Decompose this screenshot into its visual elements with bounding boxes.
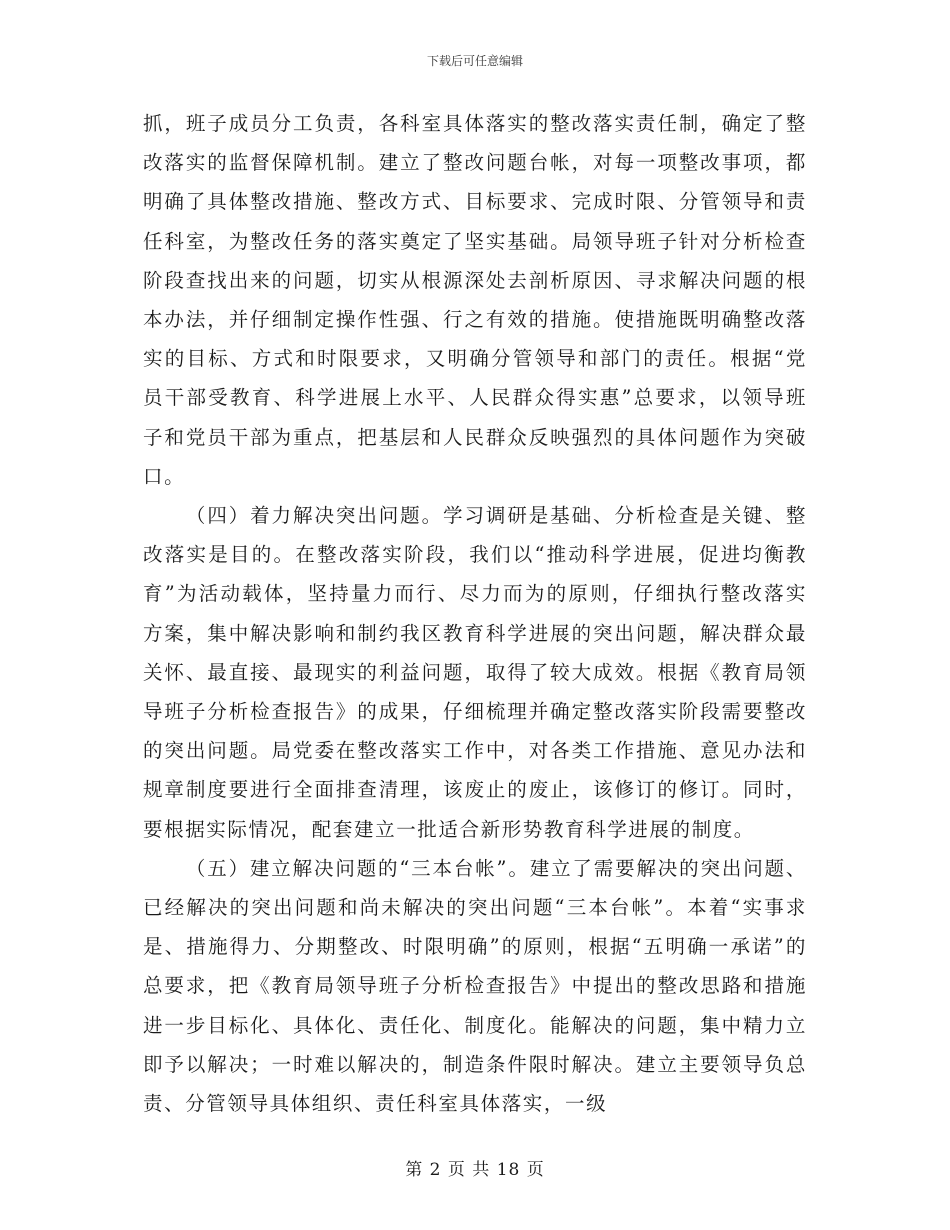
paragraph-section-five: （五）建立解决问题的“三本台帐”。建立了需要解决的突出问题、已经解决的突出问题和尚未解决的突出问题“三本台帐”。本着“实事求是、措施得力、分期整改、时限明确”的原则，根据“五明确一承诺”的总要求，把《教育局领导班子分析检查报告》中提出的整改思路和措施进一步目标化、具体化、责任化、制度化。能解决的问题，集中精力立即予以解决；一时难以解决的，制造条件限时解决。建立主要领导负总责、分管领导具体组织、责任科室具体落实，一级 (143, 856, 807, 1116)
page-number-footer: 第 2 页 共 18 页 (405, 1160, 545, 1180)
page-header: 下载后可任意编辑 (426, 54, 523, 68)
paragraph-continuation: 抓，班子成员分工负责，各科室具体落实的整改落实责任制，确定了整改落实的监督保障机制。建立了整改问题台帐，对每一项整改事项，都明确了具体整改措施、整改方式、目标要求、完成时限、分管领导和责任科室，为整改任务的落实奠定了坚实基础。局领导班子针对分析检查阶段查找出来的问题，切实从根源深处去剖析原因、寻求解决问题的根本办法，并仔细制定操作性强、行之有效的措施。使措施既明确整改落实的目标、方式和时限要求，又明确分管领导和部门的责任。根据“党员干部受教育、科学进展上水平、人民群众得实惠”总要求，以领导班子和党员干部为重点，把基层和人民群众反映强烈的具体问题作为突破口。 (143, 112, 807, 488)
document-body (143, 104, 807, 1123)
paragraph-section-four: （四）着力解决突出问题。学习调研是基础、分析检查是关键、整改落实是目的。在整改落实阶段，我们以“推动科学进展，促进均衡教育”为活动载体，坚持量力而行、尽力而为的原则，仔细执行整改落实方案，集中解决影响和制约我区教育科学进展的突出问题，解决群众最关怀、最直接、最现实的利益问题，取得了较大成效。根据《教育局领导班子分析检查报告》的成果，仔细梳理并确定整改落实阶段需要整改的突出问题。局党委在整改落实工作中，对各类工作措施、意见办法和规章制度要进行全面排查清理，该废止的废止，该修订的修订。同时，要根据实际情况，配套建立一批适合新形势教育科学进展的制度。 (143, 504, 807, 841)
